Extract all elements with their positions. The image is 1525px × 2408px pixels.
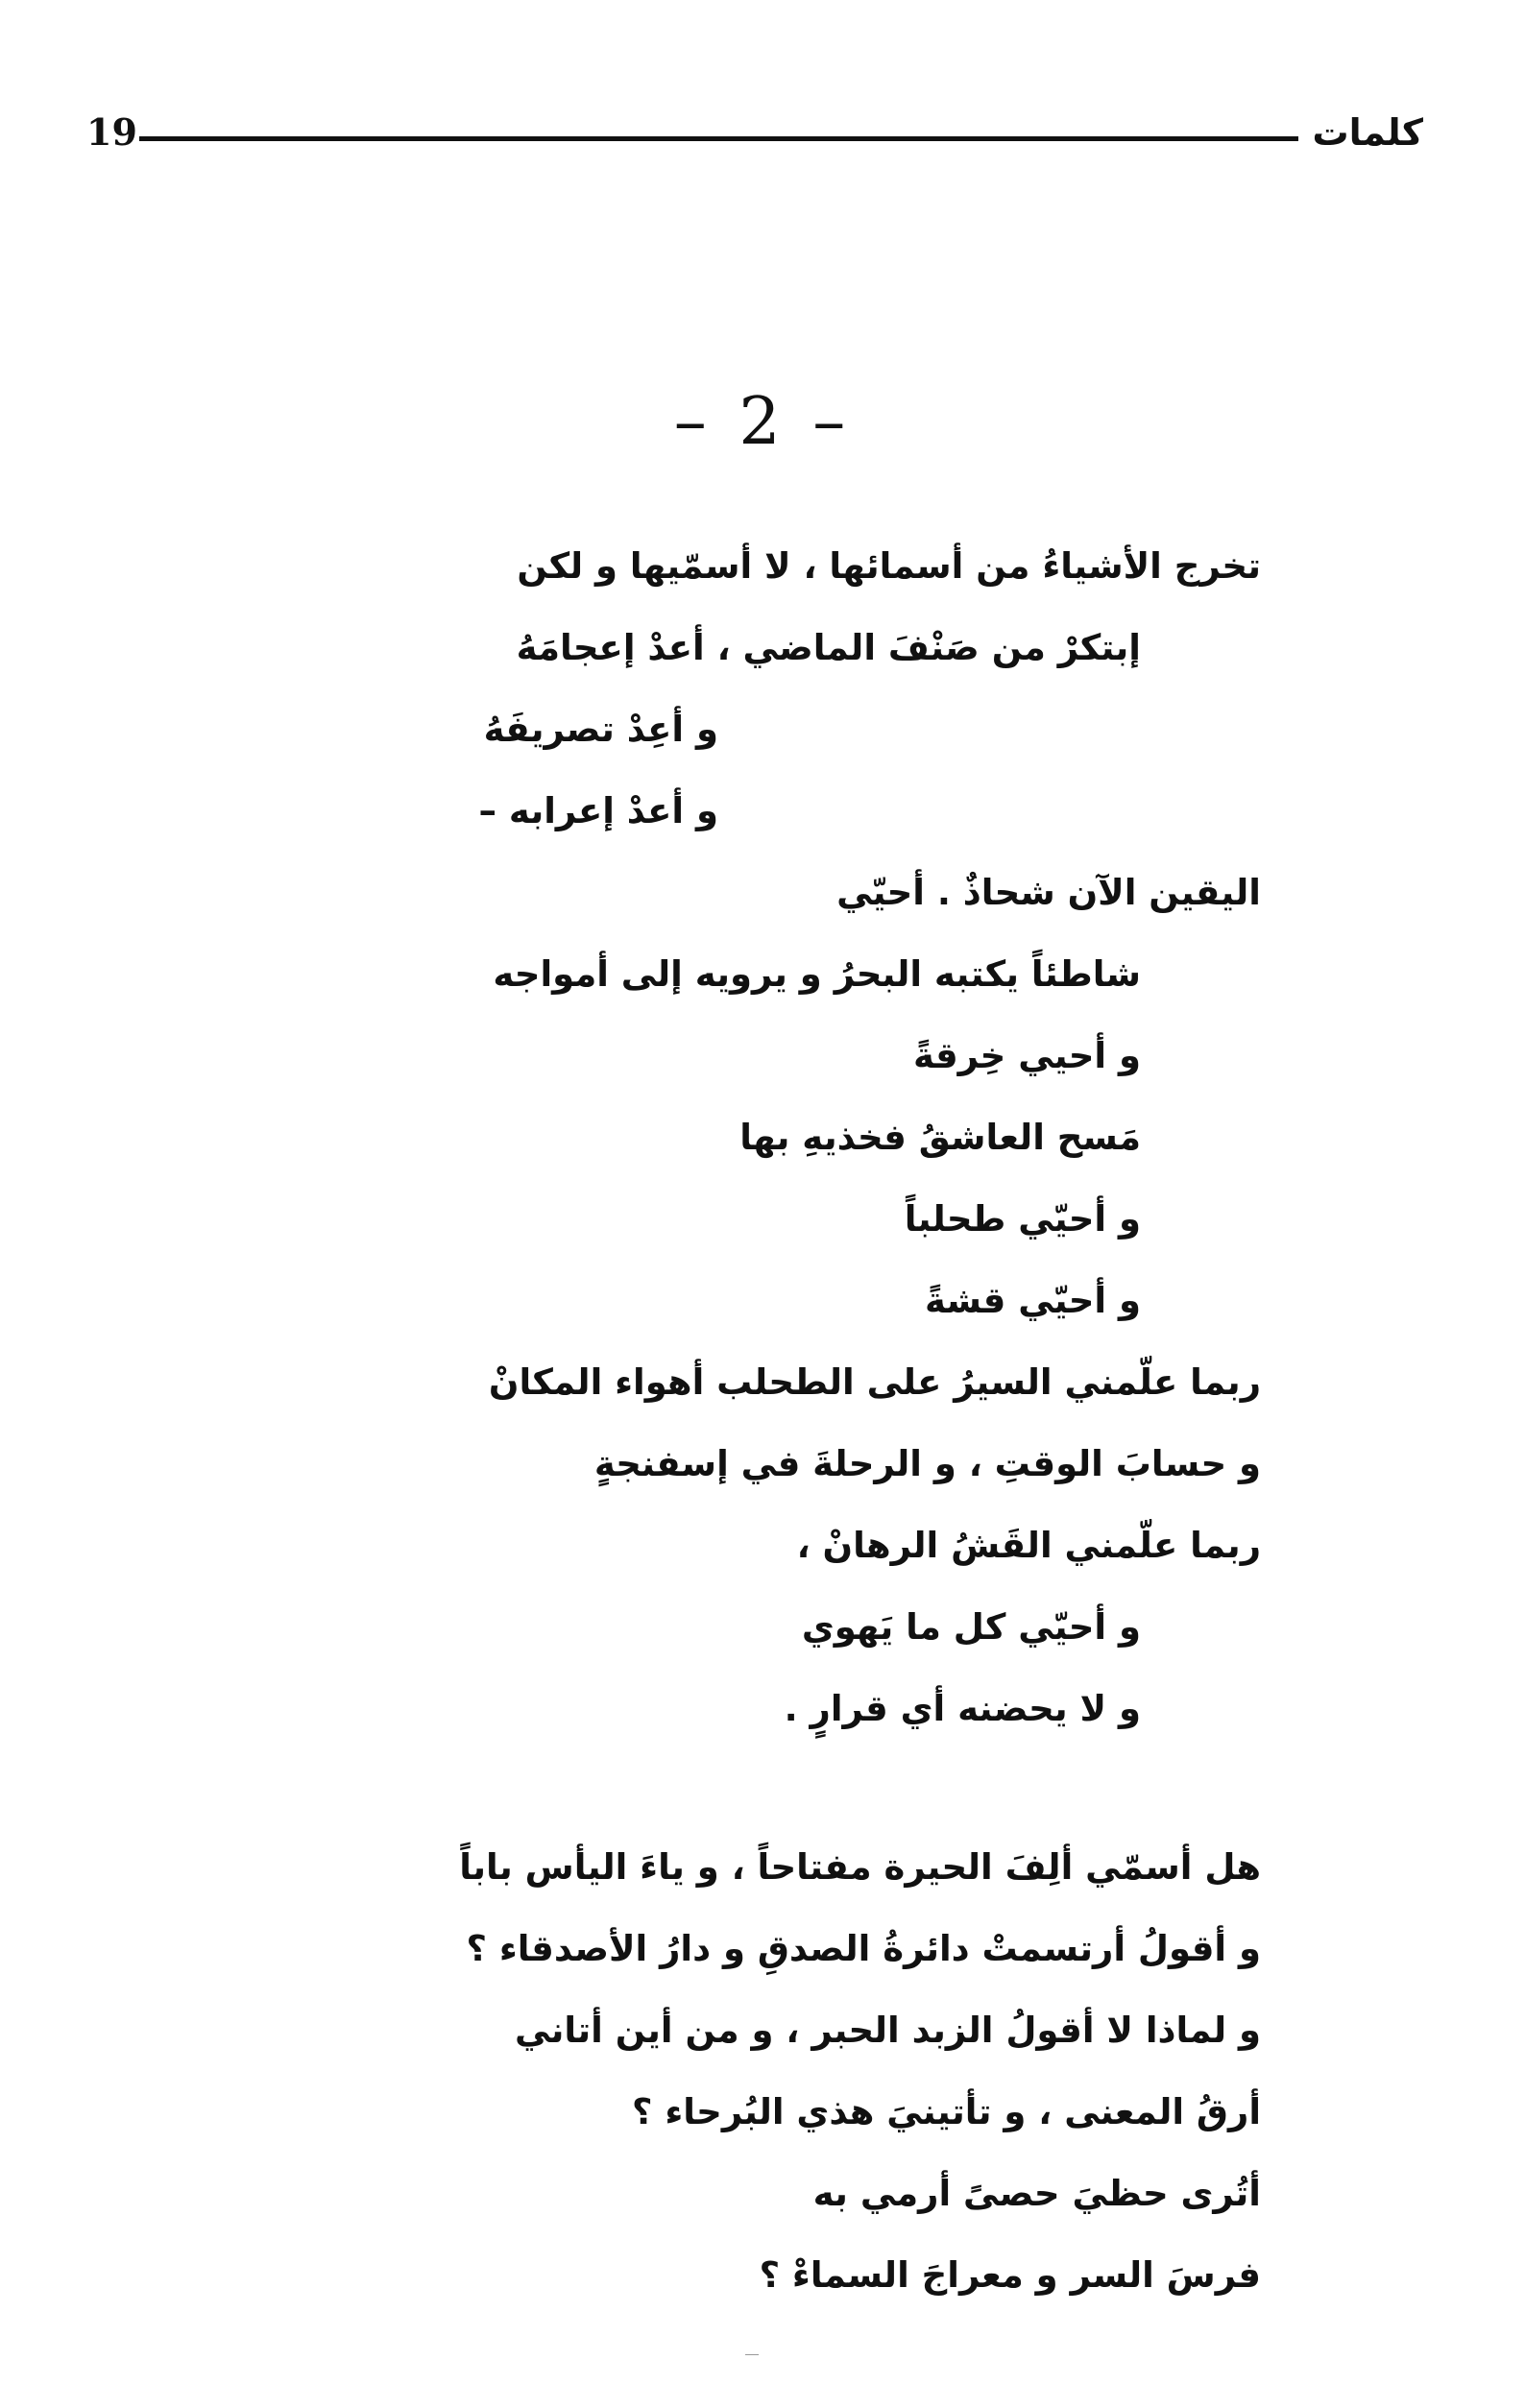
poem-line: أرقُ المعنى ، و تأتينيَ هذي البُرحاء ؟ <box>632 2091 1261 2132</box>
poem-line: فرسَ السر و معراجَ السماءْ ؟ <box>759 2254 1261 2296</box>
page-number: 19 <box>86 110 137 154</box>
poem-line: ربما علّمني القَشُ الرهانْ ، <box>796 1525 1261 1566</box>
header-rule <box>139 136 1298 141</box>
poem-line: إبتكرْ من صَنْفَ الماضي ، أعدْ إعجامَهُ <box>516 627 1141 668</box>
poem-line: و أقولُ أرتسمتْ دائرةُ الصدقِ و دارُ الأصدقاء ؟ <box>466 1928 1261 1969</box>
poem-line: و لماذا لا أقولُ الزبد الحبر ، و من أين أتاني <box>515 2010 1261 2051</box>
section-number: – 2 – <box>673 384 852 460</box>
poem-line: هل أسمّي ألِفَ الحيرة مفتاحاً ، و ياءَ اليأس باباً <box>459 1846 1261 1888</box>
poem-line: شاطئاً يكتبه البحرُ و يرويه إلى أمواجه <box>493 953 1141 995</box>
poem-line: أتُرى حظيَ حصىً أرمي به <box>812 2173 1261 2214</box>
poem-line: و أعدْ إعرابه – <box>478 790 718 831</box>
poem-line: و لا يحضنه أي قرارٍ . <box>784 1688 1141 1729</box>
poem-line: و أعِدْ تصريفَهُ <box>483 709 718 750</box>
poem-line: و أحيّي طحلباً <box>904 1198 1141 1240</box>
book-title: كلمات <box>1312 111 1423 154</box>
poem-line: و أحيي خِرقةً <box>913 1035 1141 1076</box>
poem-line: و أحيّي كل ما يَهوي <box>801 1606 1141 1648</box>
poem-line: و حسابَ الوقتِ ، و الرحلةَ في إسفنجةٍ <box>593 1443 1261 1484</box>
poem-line: مَسح العاشقُ فخذيهِ بها <box>739 1117 1141 1158</box>
poem-line: ربما علّمني السيرُ على الطحلب أهواء المكانْ <box>488 1361 1261 1403</box>
poem-line: اليقين الآن شحاذٌ . أحيّي <box>836 872 1261 913</box>
scan-mark <box>745 2354 759 2355</box>
running-header <box>86 104 1423 161</box>
poem-line: و أحيّي قشةً <box>925 1280 1141 1321</box>
poem-line: تخرج الأشياءُ من أسمائها ، لا أسمّيها و لكن <box>517 545 1261 587</box>
